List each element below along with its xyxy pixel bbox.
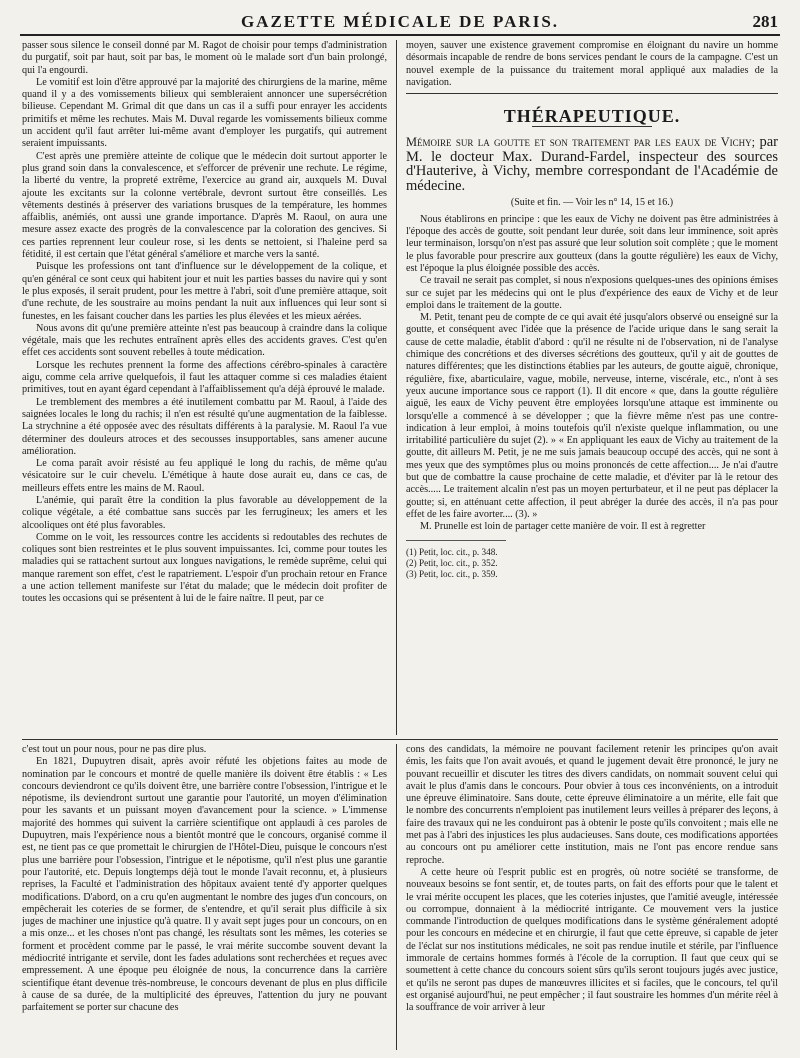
section-divider-horizontal: [22, 739, 778, 740]
paragraph: Le tremblement des membres a été inutilement combattu par M. Raoul, à l'aide des saignées locales le long du rachis; il n'en est résulté qu'une augmentation de la faiblesse. La strychnine a été opposée avec des résultats différents à la paralysie. M. Raoul l'a vue déterminer des douleurs atroces et des secousses insupportables, sans amener aucune amélioration.: [22, 396, 387, 457]
column-divider-top: [396, 40, 397, 735]
paragraph: Puisque les professions ont tant d'influence sur le développement de la colique, et qu'en général ce sont ceux qui habitent jour et nuit les parties basses du navire qui y sont le plus exposés, il serait prudent, pour les mettre à l'abri, soit d'une première attaque, soit d'une rechute, de les soustraire au moins pendant la nuit aux influences qui leur sont si funestes, en les faisant coucher dans les parties les plus élevées et les mieux aérées.: [22, 261, 387, 322]
paragraph: En 1821, Dupuytren disait, après avoir réfuté les objetions faites au mode de nomination par le concours et montré de quelle manière ils doivent être établis : « Les concours deviendront ce qu'ils doivent être, une barrière contre l'obsession, l'intrigue et le népotisme, ils deviendront surtout une garantie pour l'autorité, un moyen d'élimination pour les savants et un puissant moyen d'avancement pour la science. » L'immense majorité des hommes qui suivent la carrière scientifique ont applaudi à ces paroles de Dupuytren, mais l'expérience nous a bientôt montré que le concours, organisé comme il est, ne tient pas ce que promettait le chirurgien de l'Hôtel-Dieu, puisque le concours n'est plus une barrière pour l'obsession, l'intrigue et le népotisme, qu'il n'est plus une garantie pour l'autorité, etc. Depuis longtemps déjà tout le monde l'avait reconnu, et, à plusieurs reprises, la Faculté et l'administration des hôpitaux avaient tenté d'y apporter quelques modifications. D'abord, on a cru qu'en augmentant le nombre des juges d'un concours, on empêcherait les coteries de se former, de s'entendre, et qu'il serait plus difficile à six juges de machiner une injustice qu'à quatre. Il y avait sept juges pour un concours, on en a mis onze... et les choses n'ont pas changé, les résultats sont les mêmes, les coteries se forment et procèdent comme par le passé, le vrai mérite succombe souvent devant la médiocrité intrigante et servile, dont les fades adulations sont recherchées et reçues avec empressement. A une époque peu éloignée de nous, la concurrence dans la carrière scientifique étant devenue très-nombreuse, le concours devenant de plus en plus difficile à cause de sa durée, de la multiplicité des épreuves, l'attention du jury ne pouvant parfaitement se porter sur chacune des: [22, 756, 387, 1014]
paragraph: Lorsque les rechutes prennent la forme des affections cérébro-spinales à caractère aigu, comme cela arrive quelquefois, il faut les attaquer comme si ces maladies étaient primitives, tout en ayant égard cependant à l'affaiblissement qu'a déjà éprouvé le malade.: [22, 359, 387, 396]
paragraph: Nous avons dit qu'une première atteinte n'est pas beaucoup à craindre dans la colique végétale, mais que les rechutes entraînent après elles des accidents graves. C'est qu'en effet ces accidents sont souvent rebelles à toute médication.: [22, 322, 387, 359]
section-title-underline: [532, 126, 652, 127]
paragraph: Le vomitif est loin d'être approuvé par la majorité des chirurgiens de la marine, même quand il y a des vomissements bilieux qui sembleraient annoncer une supersécrétion bilieuse. Cependant M. Grimal dit que dans un cas il a suffi pour enrayer les accidents primitifs et même les rechutes. Mais M. Duval regarde les vomissements bilieux comme un accident qu'il faut arrêter lui-même avant d'employer les purgatifs, qui autrement seraient impuissants.: [22, 76, 387, 150]
paragraph: L'anémie, qui paraît être la condition la plus favorable au développement de la colique végétale, a été combattue sans succès par les ferrugineux; les amers et les alcooliques ont été plus favorables.: [22, 494, 387, 531]
paragraph: c'est tout un pour nous, pour ne pas dire plus.: [22, 744, 207, 755]
paragraph: passer sous silence le conseil donné par M. Ragot de choisir pour temps d'administration du purgatif, soit par haut, soit par bas, le moment où le malade sort d'un bain prolongé, qui l'a engourdi.: [22, 40, 387, 76]
right-column: [406, 40, 778, 735]
paragraph: moyen, sauver une existence gravement compromise en éloignant du navire un homme désormais incapable de rendre de bons services pendant le cours de la campagne. C'est un nouvel exemple de la puissance du traitement moral appliqué aux maladies de la navigation.: [406, 40, 778, 88]
article-title-author: par M. le docteur Max. Durand-Fardel, inspecteur des sources d'Hauterive, à Vichy, membre correspondant de l'Académie de médecine.: [406, 134, 778, 194]
footnote: (1) Petit, loc. cit., p. 348.: [406, 546, 498, 557]
article-title-caps: Mémoire sur la goutte et son traitement par les eaux de Vichy;: [406, 135, 756, 150]
article-title: [406, 135, 778, 193]
bottom-left-column: [22, 744, 387, 1050]
footnotes: [406, 547, 778, 580]
section-title: THÉRAPEUTIQUE.: [503, 106, 681, 127]
bottom-right-column: [406, 744, 778, 1050]
section-rule: [406, 93, 778, 94]
footnotes-rule: [406, 540, 506, 545]
paragraph: M. Petit, tenant peu de compte de ce qui avait été jusqu'alors observé ou enseigné sur la goutte, et conséquent avec l'idée que la présence de l'acide urique dans le sang serait la cause de cette maladie, établit d'abord : qu'il ne résulte ni de l'observation, ni de l'analyse chimique des concrétions et des diverses sécrétions des goutteux, qu'il y ait de gouttes de natures différentes; que les distinctions établies par les auteurs, de goutte aiguë, chronique, régulière, fixe, abarticulaire, vague, mobile, nerveuse, interne, viscérale, etc., n'ont à ses yeux aucune importance sous ce rapport (1). Il dit encore « que, dans la goutte régulière aiguë, les eaux de Vichy peuvent être employées lorsqu'une attaque est imminente ou lorsqu'elle a commencé à se développer ; que la fièvre même n'est pas une contre-indication à leur emploi, à moins toutefois qu'il n'existe quelque inflammation, ou une irritabilité particulière du sujet (2). » « En appliquant les eaux de Vichy au traitement de la goutte, dit ailleurs M. Petit, je ne me suis jamais beaucoup occupé des accès, qui ne sont à mes yeux que des symptômes plus ou moins prononcés de cette affection.... Je n'ai d'autre but que de combattre la cause prochaine de cette maladie, et d'éviter par là le retour des accès..... Le traitement alcalin n'est pas un moyen perturbateur, et il ne peut pas déplacer la goutte; si, en atténuant cette affection, il peut abréger la durée des accès, il n'a pas pour effet de les faire avorter.... (3). »: [406, 312, 778, 520]
left-column: [22, 40, 387, 735]
paragraph: Nous établirons en principe : que les eaux de Vichy ne doivent pas être administrées à l'époque des accès de goutte, soit pendant leur durée, soit dans leur imminence, soit après leur terminaison, lorsqu'on n'est pas assuré que leur solution soit complète ; que le moment le plus favorable pour prescrire aux goutteux (dans la goutte régulière) les eaux de Vichy, est l'époque la plus éloignée possible des accès.: [406, 213, 778, 274]
article-continuation-note: (Suite et fin. — Voir les n° 14, 15 et 16.): [510, 197, 674, 209]
paragraph: C'est après une première atteinte de colique que le médecin doit surtout apporter le plus grand soin dans la convalescence, et s'efforcer de prévenir une rechute. Le régime, la liberté du ventre, la propreté extrême, l'exercice au grand air, auxquels M. Duval ajoute les excitants sur la colonne vertébrale, devront surtout être conseillés. Les vêtements destinés à préserver des variations brusques de la température, les hommes affaiblis, anémiés, ont aussi une grande importance. D'après M. Raoul, on aura une mesure assez exacte des progrès de la convalescence par la coloration des gencives. Si ces parties reprennent leur couleur rose, si les dents se nettoient, si l'haleine perd sa fétidité, il est certain que l'état général s'améliore et marche vers la santé.: [22, 150, 387, 261]
paragraph: Le coma paraît avoir résisté au feu appliqué le long du rachis, de même qu'au vésicatoire sur le cuir chevelu. L'émétique à haute dose aurait eu, dans ce cas, de meilleurs effets entre les mains de M. Raoul.: [22, 458, 387, 494]
page-header: [20, 12, 780, 36]
paragraph: cons des candidats, la mémoire ne pouvant facilement retenir les principes qu'on avait émis, les faits que l'on avait avoués, et quand le jugement devait être prononcé, le jury ne pouvant recueillir et discuter les titres des divers candidats, on nommait souvent celui qui avait le plus d'amis dans le concours. Pour obvier à tous ces inconvénients, on a introduit une épreuve éliminatoire. Sans doute, cette épreuve éliminatoire a un mérite, elle fait que le nombre des concurrents n'emploient pas inutilement leurs veilles à préparer des leçons, à faire des travaux qui ne les conduiront pas à obtenir le poste qu'ils convoitent ; mais elle ne met pas à l'abri des injustices les plus audacieuses. Sans doute, ces modifications apportées au concours ont pu améliorer cette institution, mais ne l'ont pas encore rendue sans reproche.: [406, 744, 778, 866]
footnote: (3) Petit, loc. cit., p. 359.: [406, 568, 498, 579]
footnote: (2) Petit, loc. cit., p. 352.: [406, 557, 498, 568]
paragraph: Comme on le voit, les ressources contre les accidents si redoutables des rechutes de coliques sont bien restreintes et le plus souvent impuissantes. Ici, comme pour toutes les maladies qui se rattachent surtout aux longues navigations, le remède suprême, celui qui manque rarement son effet, c'est le rapatriement. L'espoir d'un prochain retour en France a une action tellement manifeste sur l'état du malade; que le médecin doit profiter de toutes les occasions qui se présentent à lui de le faire naître. Il peut, par ce: [22, 531, 387, 605]
paragraph: A cette heure où l'esprit public est en progrès, où notre société se transforme, de nouveaux besoins se font sentir, et, de toutes parts, on fait des efforts pour que le talent et le vrai mérite occupent les places, que les coteries injustes, que l'amitié aveugle, intéressée ou corrompue, donnaient à la médiocrité intrigante. Ce mouvement vers la justice commande l'introduction de quelques modifications dans le système généralement adopté pour les concours en médecine et en chirurgie, il faut que cette épreuve, si capable de jeter de l'éclat sur nos institutions médicales, ne soit pas rendue inutile et stérile, par l'influence immorale de certains hommes formés à l'école de la corruption. Il faut que ceux qui se soumettent à cette chance du concours soient sûrs qu'ils seront toujours jugés avec justice, et qu'ils ne seront pas dupes de manœuvres illicites et si faciles, que le concours, tel qu'il est organisé aujourd'hui, ne peut empêcher ; il faut soustraire les hommes d'un mérite réel à la souffrance de voir arriver à leur: [406, 866, 778, 1014]
page-number: 281: [752, 12, 778, 31]
journal-title: GAZETTE MÉDICALE DE PARIS.: [240, 12, 560, 31]
column-divider-bottom: [396, 744, 397, 1050]
paragraph: Ce travail ne serait pas complet, si nous n'exposions quelques-unes des opinions émises sur ce sujet par les médecins qui ont le plus d'expérience des eaux de Vichy et de leur emploi dans le traitement de la goutte.: [406, 275, 778, 311]
paragraph: M. Prunelle est loin de partager cette manière de voir. Il est à regretter: [420, 521, 706, 533]
